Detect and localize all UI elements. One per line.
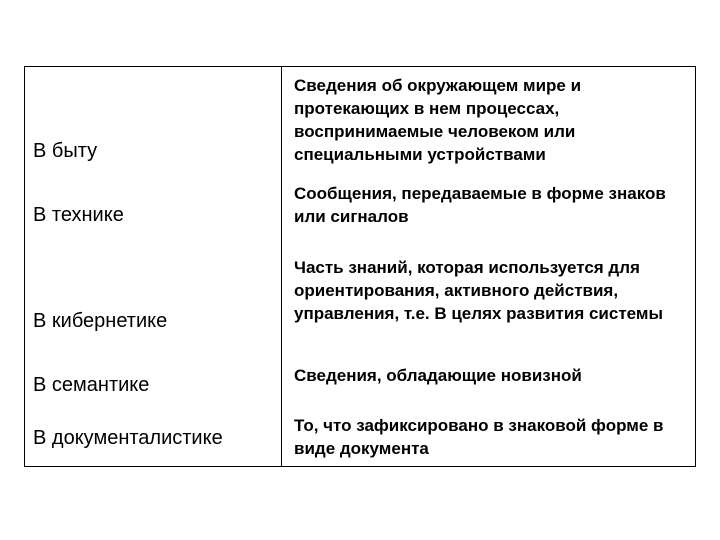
definitions-table — [24, 66, 696, 467]
term-cell-cybernetics — [25, 237, 282, 343]
term-label: В быту — [33, 140, 98, 162]
definition-text: Сведения, обладающие новизной — [294, 365, 582, 385]
definition-text: Часть знаний, которая используется для ориентирования, активного действия, управления, т.е. В целях развития системы — [294, 257, 663, 323]
definition-cell-cybernetics — [282, 237, 695, 343]
definition-text: То, что зафиксировано в знаковой форме в виде документа — [294, 415, 664, 458]
definition-text: Сообщения, передаваемые в форме знаков или сигналов — [294, 184, 666, 226]
term-label: В технике — [33, 204, 124, 226]
term-cell-semantics — [25, 343, 282, 407]
definition-cell-documentalistics — [282, 407, 695, 466]
term-cell-documentalistics — [25, 407, 282, 466]
term-label: В семантике — [33, 374, 150, 396]
definition-text: Сведения об окружающем мире и протекающих в нем процессах, воспринимаемые человеком или специальными устройствами — [294, 76, 582, 164]
definition-cell-technology — [282, 173, 695, 237]
definition-cell-semantics — [282, 343, 695, 407]
term-cell-everyday — [25, 67, 282, 173]
term-label: В кибернетике — [33, 310, 168, 332]
term-label: В документалистике — [33, 427, 223, 449]
term-cell-technology — [25, 173, 282, 237]
definition-cell-everyday — [282, 67, 695, 173]
